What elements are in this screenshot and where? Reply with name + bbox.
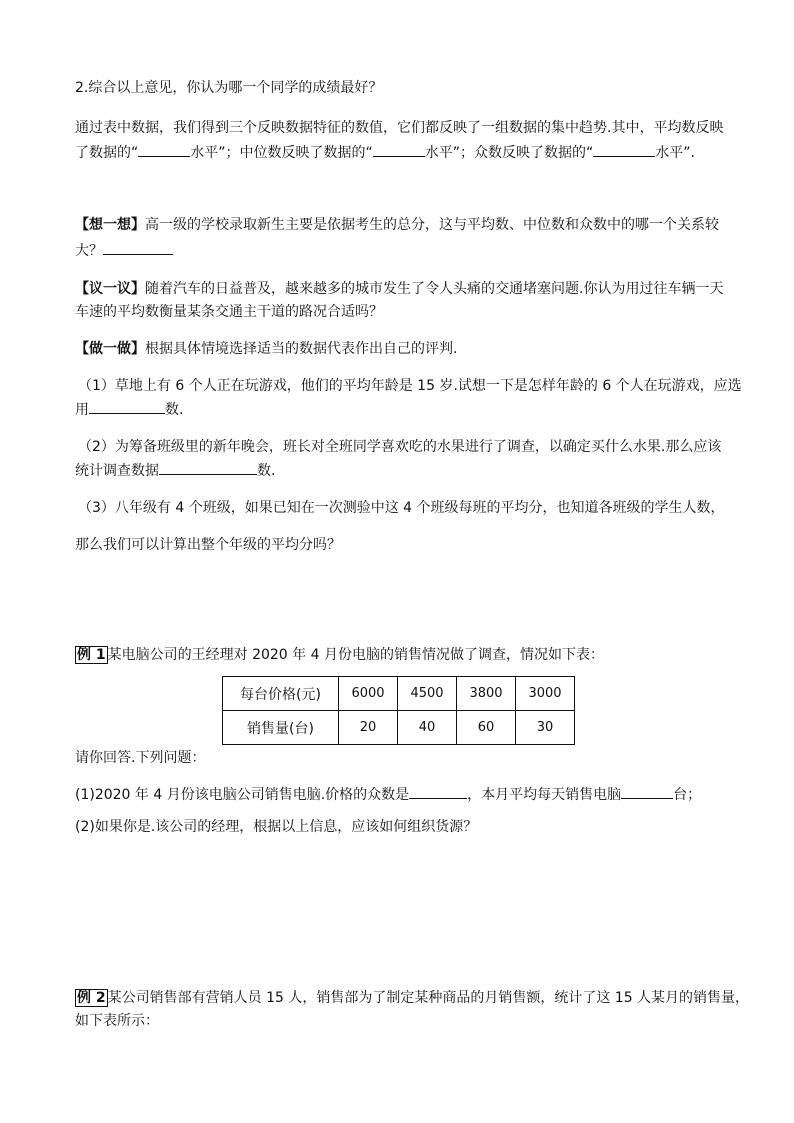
item-3-line-2: 那么我们可以计算出整个年级的平均分吗？ [75,537,341,553]
paragraph-1-line-2 [75,143,695,162]
table-row [223,677,575,711]
example-2-tag: 例 2 [77,990,106,1006]
example-1-tag: 例 1 [77,647,106,663]
discuss-tag: 【议一议】 [75,281,145,297]
answer-blank[interactable] [138,143,190,157]
text-segment: 台； [673,787,702,803]
example-2-line-1 [75,989,749,1007]
example-1-question-2: (2)如果你是.该公司的经理，根据以上信息，应该如何组织货源？ [75,819,478,835]
text-segment: ，本月平均每天销售电脑 [467,787,622,803]
table-cell: 6000 [339,677,398,711]
item-3-line-1: （3）八年级有 4 个班级，如果已知在一次测验中这 4 个班级每班的平均分，也知道各班级的学生人数， [78,500,725,516]
think-text: 高一级的学校录取新生主要是依据考生的总分，这与平均数、中位数和众数中的哪一个关系较 [145,217,719,233]
table-row [223,711,575,745]
item-1-line-2 [75,400,183,419]
table-cell: 20 [339,711,398,745]
table-cell: 3800 [457,677,516,711]
example-1-question-1 [75,785,701,804]
item-2-line-1: （2）为筹备班级里的新年晚会，班长对全班同学喜欢吃的水果进行了调查，以确定买什么水果.那么应该 [78,439,722,455]
discuss-line-2: 车速的平均数衡量某条交通主干道的路况合适吗？ [75,304,383,320]
discuss-line-1 [75,280,723,298]
example-1-intro [75,646,604,664]
text-segment: 了数据的“ [75,145,139,161]
think-line-1 [75,216,719,234]
think-text: 大？ [75,243,103,259]
example-1-prompt: 请你回答.下列问题： [75,750,206,766]
sales-table [222,676,575,745]
table-cell: 4500 [398,677,457,711]
doit-line [75,340,457,358]
answer-blank[interactable] [409,785,467,799]
table-header-price: 每台价格(元) [223,677,339,711]
think-line-2 [75,241,173,260]
paragraph-1-line-1: 通过表中数据，我们得到三个反映数据特征的数值，它们都反映了一组数据的集中趋势.其中，平均数反映 [75,120,724,136]
text-segment: 用 [75,402,89,418]
table-header-sales: 销售量(台) [223,711,339,745]
doit-text: 根据具体情境选择适当的数据代表作出自己的评判. [145,341,458,357]
answer-blank[interactable] [159,461,257,475]
answer-blank[interactable] [373,143,425,157]
answer-blank[interactable] [103,241,173,255]
doit-tag: 【做一做】 [75,341,145,357]
discuss-text: 随着汽车的日益普及，越来越多的城市发生了令人头痛的交通堵塞问题.你认为用过往车辆一天 [145,281,724,297]
answer-blank[interactable] [89,400,165,414]
table-cell: 30 [516,711,575,745]
text-segment: 水平”；中位数反映了数据的“ [190,145,373,161]
text-segment: (1)2020 年 4 月份该电脑公司销售电脑.价格的众数是 [75,787,410,803]
question-2: 2.综合以上意见，你认为哪一个同学的成绩最好？ [75,80,383,96]
table-cell: 60 [457,711,516,745]
text-segment: 数. [165,402,184,418]
example-2-text: 某公司销售部有营销人员 15 人，销售部为了制定某种商品的月销售额，统计了这 15 人某月的销售量， [107,990,750,1006]
answer-blank[interactable] [621,785,673,799]
text-segment: 水平”；众数反映了数据的“ [424,145,594,161]
text-segment: 数. [257,463,276,479]
text-segment: 水平”. [655,145,695,161]
table-cell: 40 [398,711,457,745]
item-1-line-1: （1）草地上有 6 个人正在玩游戏，他们的平均年龄是 15 岁.试想一下是怎样年龄的 6 个人在玩游戏，应选 [78,378,742,394]
table-cell: 3000 [516,677,575,711]
text-segment: 统计调查数据 [75,463,159,479]
example-2-line-2: 如下表所示： [75,1013,159,1029]
item-2-line-2 [75,461,275,480]
think-tag: 【想一想】 [75,217,145,233]
answer-blank[interactable] [593,143,655,157]
example-1-text: 某电脑公司的王经理对 2020 年 4 月份电脑的销售情况做了调查，情况如下表： [107,647,604,663]
